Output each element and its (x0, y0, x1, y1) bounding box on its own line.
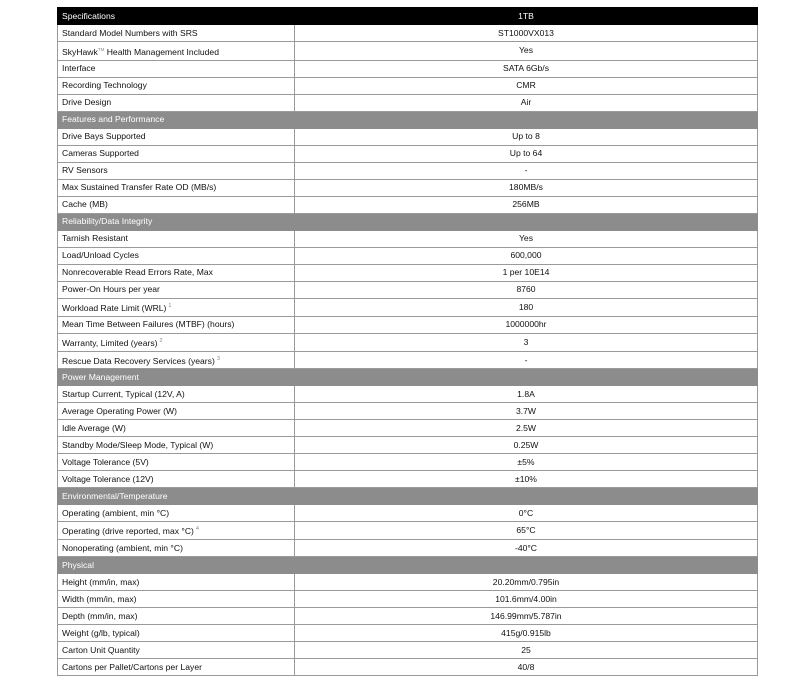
spec-value: 8760 (295, 281, 758, 298)
table-row (58, 642, 758, 659)
table-row (58, 351, 758, 369)
spec-value: SATA 6Gb/s (295, 60, 758, 77)
spec-label: Standby Mode/Sleep Mode, Typical (W) (62, 439, 214, 450)
table-row (58, 625, 758, 642)
spec-label-cell (58, 60, 295, 77)
spec-label-cell (58, 540, 295, 557)
spec-label: Nonoperating (ambient, min °C) (62, 542, 183, 553)
table-row (58, 298, 758, 316)
section-title: Environmental/Temperature (58, 488, 758, 505)
table-row (58, 420, 758, 437)
table-row (58, 540, 758, 557)
table-row (58, 316, 758, 333)
section-header-row (58, 369, 758, 386)
spec-value: 0.25W (295, 437, 758, 454)
spec-label: Carton Unit Quantity (62, 644, 140, 655)
spec-label-cell (58, 264, 295, 281)
section-header-row (58, 213, 758, 230)
section-header-row (58, 488, 758, 505)
spec-label: Recording Technology (62, 80, 147, 91)
spec-value: 180MB/s (295, 179, 758, 196)
spec-label-cell (58, 25, 295, 42)
spec-label: Nonrecoverable Read Errors Rate, Max (62, 267, 213, 278)
spec-label-cell (58, 437, 295, 454)
spec-label-cell (58, 333, 295, 351)
table-row (58, 403, 758, 420)
table-row (58, 659, 758, 676)
table-row (58, 608, 758, 625)
spec-label: Width (mm/in, max) (62, 593, 137, 604)
table-row (58, 60, 758, 77)
spec-label: Rescue Data Recovery Services (years) (62, 355, 215, 366)
spec-value: 65°C (295, 522, 758, 540)
spec-value: 0°C (295, 505, 758, 522)
spec-value: 1.8A (295, 386, 758, 403)
spec-label: Tarnish Resistant (62, 233, 128, 244)
spec-label-cell (58, 608, 295, 625)
spec-label: Drive Design (62, 97, 112, 108)
spec-label-cell (58, 145, 295, 162)
spec-label: Idle Average (W) (62, 422, 126, 433)
section-header-row (58, 557, 758, 574)
table-row (58, 333, 758, 351)
spec-value: - (295, 351, 758, 369)
footnote-marker: 2 (159, 337, 163, 344)
spec-label: RV Sensors (62, 165, 108, 176)
spec-label: Workload Rate Limit (WRL) (62, 302, 167, 313)
table-row (58, 42, 758, 61)
spec-label: Power-On Hours per year (62, 284, 160, 295)
spec-label-cell (58, 505, 295, 522)
spec-value: 415g/0.915lb (295, 625, 758, 642)
trademark-mark: TM (97, 47, 105, 52)
spec-value: 2.5W (295, 420, 758, 437)
spec-label-cell (58, 522, 295, 540)
spec-label-cell (58, 454, 295, 471)
spec-label-cell (58, 162, 295, 179)
spec-value: ±5% (295, 454, 758, 471)
table-row (58, 94, 758, 111)
table-row (58, 196, 758, 213)
table-row (58, 471, 758, 488)
header-capacity: 1TB (295, 8, 758, 25)
table-row (58, 281, 758, 298)
spec-label-cell (58, 42, 295, 61)
table-row (58, 522, 758, 540)
table-row (58, 591, 758, 608)
spec-label: Weight (g/lb, typical) (62, 627, 140, 638)
spec-label-cell (58, 351, 295, 369)
spec-value: 25 (295, 642, 758, 659)
spec-label: Depth (mm/in, max) (62, 610, 138, 621)
specifications-table-body (58, 8, 758, 676)
section-title: Features and Performance (58, 111, 758, 128)
spec-label: Load/Unload Cycles (62, 250, 139, 261)
table-row (58, 25, 758, 42)
spec-label: SkyHawk (62, 46, 98, 57)
spec-value: Up to 8 (295, 128, 758, 145)
spec-value: CMR (295, 77, 758, 94)
spec-value: 256MB (295, 196, 758, 213)
footnote-marker: 1 (168, 302, 172, 309)
spec-label: Mean Time Between Failures (MTBF) (hours) (62, 319, 235, 330)
spec-label: Standard Model Numbers with SRS (62, 27, 198, 38)
table-row (58, 505, 758, 522)
spec-value: 1 per 10E14 (295, 264, 758, 281)
table-row (58, 386, 758, 403)
spec-label-cell (58, 316, 295, 333)
spec-label: Voltage Tolerance (12V) (62, 473, 154, 484)
spec-label: Cameras Supported (62, 148, 139, 159)
table-row (58, 247, 758, 264)
section-title: Power Management (58, 369, 758, 386)
table-row (58, 162, 758, 179)
footnote-marker: 4 (195, 526, 199, 533)
spec-label-cell (58, 625, 295, 642)
spec-value: 1000000hr (295, 316, 758, 333)
spec-label-cell (58, 94, 295, 111)
spec-label-cell (58, 281, 295, 298)
spec-label-cell (58, 591, 295, 608)
spec-value: 146.99mm/5.787in (295, 608, 758, 625)
spec-label-cell (58, 230, 295, 247)
spec-label-cell (58, 471, 295, 488)
table-row (58, 230, 758, 247)
header-label: Specifications (58, 8, 295, 25)
spec-label: Cache (MB) (62, 199, 108, 210)
section-title: Reliability/Data Integrity (58, 213, 758, 230)
spec-label: Warranty, Limited (years) (62, 337, 158, 348)
spec-label-cell (58, 247, 295, 264)
table-row (58, 128, 758, 145)
specifications-table (57, 7, 758, 676)
spec-value: -40°C (295, 540, 758, 557)
spec-label-cell (58, 403, 295, 420)
table-row (58, 77, 758, 94)
spec-label: Startup Current, Typical (12V, A) (62, 388, 185, 399)
spec-value: 180 (295, 298, 758, 316)
table-row (58, 454, 758, 471)
spec-label: Height (mm/in, max) (62, 576, 140, 587)
spec-value: Yes (295, 42, 758, 61)
table-row (58, 574, 758, 591)
spec-label-rest: Health Management Included (104, 46, 219, 57)
spec-label-cell (58, 298, 295, 316)
spec-label: Drive Bays Supported (62, 131, 146, 142)
spec-value: Up to 64 (295, 145, 758, 162)
spec-value: ST1000VX013 (295, 25, 758, 42)
spec-label: Cartons per Pallet/Cartons per Layer (62, 661, 202, 672)
spec-label-cell (58, 77, 295, 94)
table-header-row (58, 8, 758, 25)
spec-value: 600,000 (295, 247, 758, 264)
section-title: Physical (58, 557, 758, 574)
table-row (58, 264, 758, 281)
spec-value: Yes (295, 230, 758, 247)
table-row (58, 437, 758, 454)
spec-label: Operating (ambient, min °C) (62, 507, 170, 518)
spec-label-cell (58, 128, 295, 145)
spec-label: Interface (62, 63, 96, 74)
spec-value: 40/8 (295, 659, 758, 676)
footnote-marker: 3 (216, 355, 220, 362)
spec-label-cell (58, 659, 295, 676)
spec-label: Average Operating Power (W) (62, 405, 177, 416)
spec-value: 3.7W (295, 403, 758, 420)
spec-value: Air (295, 94, 758, 111)
spec-label-cell (58, 642, 295, 659)
spec-label-cell (58, 386, 295, 403)
spec-label-cell (58, 196, 295, 213)
table-row (58, 179, 758, 196)
spec-value: - (295, 162, 758, 179)
spec-label: Max Sustained Transfer Rate OD (MB/s) (62, 182, 217, 193)
spec-label-cell (58, 574, 295, 591)
spec-value: ±10% (295, 471, 758, 488)
spec-label-cell (58, 179, 295, 196)
spec-label-cell (58, 420, 295, 437)
spec-value: 101.6mm/4.00in (295, 591, 758, 608)
table-row (58, 145, 758, 162)
spec-value: 20.20mm/0.795in (295, 574, 758, 591)
section-header-row (58, 111, 758, 128)
spec-label: Operating (drive reported, max °C) (62, 526, 194, 537)
spec-value: 3 (295, 333, 758, 351)
spec-label: Voltage Tolerance (5V) (62, 456, 149, 467)
